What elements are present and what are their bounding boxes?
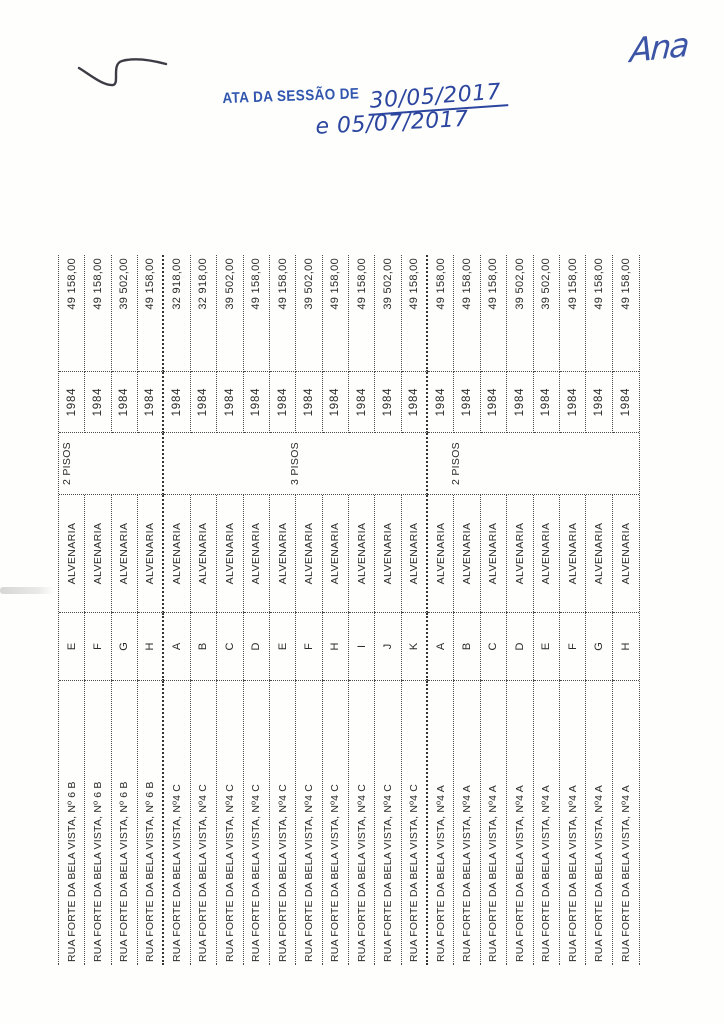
cell-year: 1984 [507, 372, 533, 433]
cell-material: ALVENARIA [164, 495, 190, 613]
cell-address: RUA FORTE DA BELA VISTA, Nº4 A [454, 681, 480, 965]
cell-letter: E [534, 613, 560, 681]
cell-value: 49 158,00 [138, 255, 164, 372]
cell-year: 1984 [296, 372, 322, 433]
cell-letter: F [560, 613, 586, 681]
cell-material: ALVENARIA [296, 495, 322, 613]
handwritten-date-1: 30/05/2017 [367, 79, 508, 116]
cell-year: 1984 [323, 372, 349, 433]
cell-value: 49 158,00 [323, 255, 349, 372]
cell-value: 49 158,00 [560, 255, 586, 372]
cell-address: RUA FORTE DA BELA VISTA, Nº 6 B [138, 681, 164, 965]
cell-material: ALVENARIA [454, 495, 480, 613]
cell-letter: G [112, 613, 138, 681]
cell-value: 32 918,00 [191, 255, 217, 372]
cell-material: ALVENARIA [481, 495, 507, 613]
session-stamp-block [222, 79, 503, 141]
cell-material: ALVENARIA [244, 495, 270, 613]
cell-material: ALVENARIA [323, 495, 349, 613]
cell-address: RUA FORTE DA BELA VISTA, Nº 6 B [112, 681, 138, 965]
cell-address: RUA FORTE DA BELA VISTA, Nº4 C [164, 681, 190, 965]
cell-year: 1984 [112, 372, 138, 433]
cell-value: 39 502,00 [375, 255, 401, 372]
cell-letter: J [375, 613, 401, 681]
cell-year: 1984 [534, 372, 560, 433]
cell-year: 1984 [613, 372, 639, 433]
cell-year: 1984 [402, 372, 428, 433]
cell-material: ALVENARIA [560, 495, 586, 613]
cell-address: RUA FORTE DA BELA VISTA, Nº4 A [428, 681, 454, 965]
cell-letter: F [85, 613, 111, 681]
cell-floors [428, 433, 639, 495]
cell-letter: H [138, 613, 164, 681]
property-valuation-table [58, 255, 640, 965]
cell-material: ALVENARIA [507, 495, 533, 613]
cell-value: 49 158,00 [270, 255, 296, 372]
cell-year: 1984 [191, 372, 217, 433]
cell-letter: D [244, 613, 270, 681]
cell-address: RUA FORTE DA BELA VISTA, Nº4 C [270, 681, 296, 965]
cell-address: RUA FORTE DA BELA VISTA, Nº4 C [402, 681, 428, 965]
cell-letter: I [349, 613, 375, 681]
cell-year: 1984 [244, 372, 270, 433]
cell-material: ALVENARIA [138, 495, 164, 613]
floors-label: 2 PISOS [450, 442, 463, 485]
cell-material: ALVENARIA [402, 495, 428, 613]
cell-value: 49 158,00 [59, 255, 85, 372]
cell-material: ALVENARIA [613, 495, 639, 613]
floors-label: 2 PISOS [61, 442, 73, 485]
cell-value: 49 158,00 [428, 255, 454, 372]
cell-material: ALVENARIA [349, 495, 375, 613]
cell-material: ALVENARIA [85, 495, 111, 613]
cell-value: 49 158,00 [402, 255, 428, 372]
cell-material: ALVENARIA [191, 495, 217, 613]
cell-address: RUA FORTE DA BELA VISTA, Nº4 A [619, 785, 632, 962]
cell-year: 1984 [560, 372, 586, 433]
cell-year: 1984 [85, 372, 111, 433]
cell-material: ALVENARIA [534, 495, 560, 613]
cell-letter: E [59, 613, 85, 681]
cell-address: RUA FORTE DA BELA VISTA, Nº4 C [217, 681, 243, 965]
cell-value: 49 158,00 [481, 255, 507, 372]
cell-letter: G [586, 613, 612, 681]
cell-address: RUA FORTE DA BELA VISTA, Nº4 C [191, 681, 217, 965]
cell-material: ALVENARIA [270, 495, 296, 613]
cell-value: 49 158,00 [454, 255, 480, 372]
cell-letter: A [428, 613, 454, 681]
cell-material: ALVENARIA [375, 495, 401, 613]
cell-material: ALVENARIA [217, 495, 243, 613]
cell-letter: C [217, 613, 243, 681]
cell-address: RUA FORTE DA BELA VISTA, Nº4 C [375, 681, 401, 965]
cell-address: RUA FORTE DA BELA VISTA, Nº4 C [296, 681, 322, 965]
cell-material: ALVENARIA [112, 495, 138, 613]
cell-year: 1984 [481, 372, 507, 433]
handwritten-signature-ana: Ana [628, 24, 689, 71]
cell-address: RUA FORTE DA BELA VISTA, Nº 6 B [59, 681, 85, 965]
cell-address: RUA FORTE DA BELA VISTA, Nº4 A [586, 681, 612, 965]
cell-floors [164, 433, 428, 495]
cell-letter: E [270, 613, 296, 681]
cell-letter: B [454, 613, 480, 681]
cell-year: 1984 [138, 372, 164, 433]
cell-address: RUA FORTE DA BELA VISTA, Nº4 A [481, 681, 507, 965]
cell-year: 1984 [270, 372, 296, 433]
cell-year: 1984 [375, 372, 401, 433]
cell-year: 1984 [428, 372, 454, 433]
cell-letter: B [191, 613, 217, 681]
cell-year: 1984 [349, 372, 375, 433]
cell-year: 1984 [59, 372, 85, 433]
cell-address: RUA FORTE DA BELA VISTA, Nº 6 B [85, 681, 111, 965]
cell-year: 1984 [217, 372, 243, 433]
cell-letter: H [323, 613, 349, 681]
cell-value: 39 502,00 [296, 255, 322, 372]
cell-letter: K [402, 613, 428, 681]
cell-letter: C [481, 613, 507, 681]
cell-year: 1984 [454, 372, 480, 433]
cell-letter: D [507, 613, 533, 681]
cell-value: 49 158,00 [349, 255, 375, 372]
cell-address: RUA FORTE DA BELA VISTA, Nº4 C [323, 681, 349, 965]
cell-material: ALVENARIA [59, 495, 85, 613]
cell-year: 1984 [586, 372, 612, 433]
cell-address: RUA FORTE DA BELA VISTA, Nº4 C [349, 681, 375, 965]
cell-letter: F [296, 613, 322, 681]
cell-value: 39 502,00 [217, 255, 243, 372]
cell-value: 49 158,00 [244, 255, 270, 372]
cell-value: 39 502,00 [534, 255, 560, 372]
floors-label: 3 PISOS [289, 442, 302, 485]
cell-value: 32 918,00 [164, 255, 190, 372]
cell-address: RUA FORTE DA BELA VISTA, Nº4 A [507, 681, 533, 965]
cell-address: RUA FORTE DA BELA VISTA, Nº4 C [244, 681, 270, 965]
cell-value: 49 158,00 [85, 255, 111, 372]
handwritten-date-2: e 05/07/2017 [314, 106, 470, 140]
pen-squiggle-mark [55, 30, 185, 105]
cell-year: 1984 [164, 372, 190, 433]
cell-value: 39 502,00 [112, 255, 138, 372]
cell-value: 39 502,00 [507, 255, 533, 372]
cell-value: 49 158,00 [613, 255, 639, 372]
cell-address: RUA FORTE DA BELA VISTA, Nº4 A [534, 681, 560, 965]
cell-material: ALVENARIA [428, 495, 454, 613]
cell-floors [59, 433, 164, 495]
stamp-label: ATA DA SESSÃO DE [222, 84, 360, 107]
cell-address: RUA FORTE DA BELA VISTA, Nº4 A [560, 681, 586, 965]
cell-letter: A [164, 613, 190, 681]
scan-smudge-mark [0, 587, 54, 594]
cell-letter: H [613, 613, 639, 681]
cell-material: ALVENARIA [586, 495, 612, 613]
cell-value: 49 158,00 [586, 255, 612, 372]
